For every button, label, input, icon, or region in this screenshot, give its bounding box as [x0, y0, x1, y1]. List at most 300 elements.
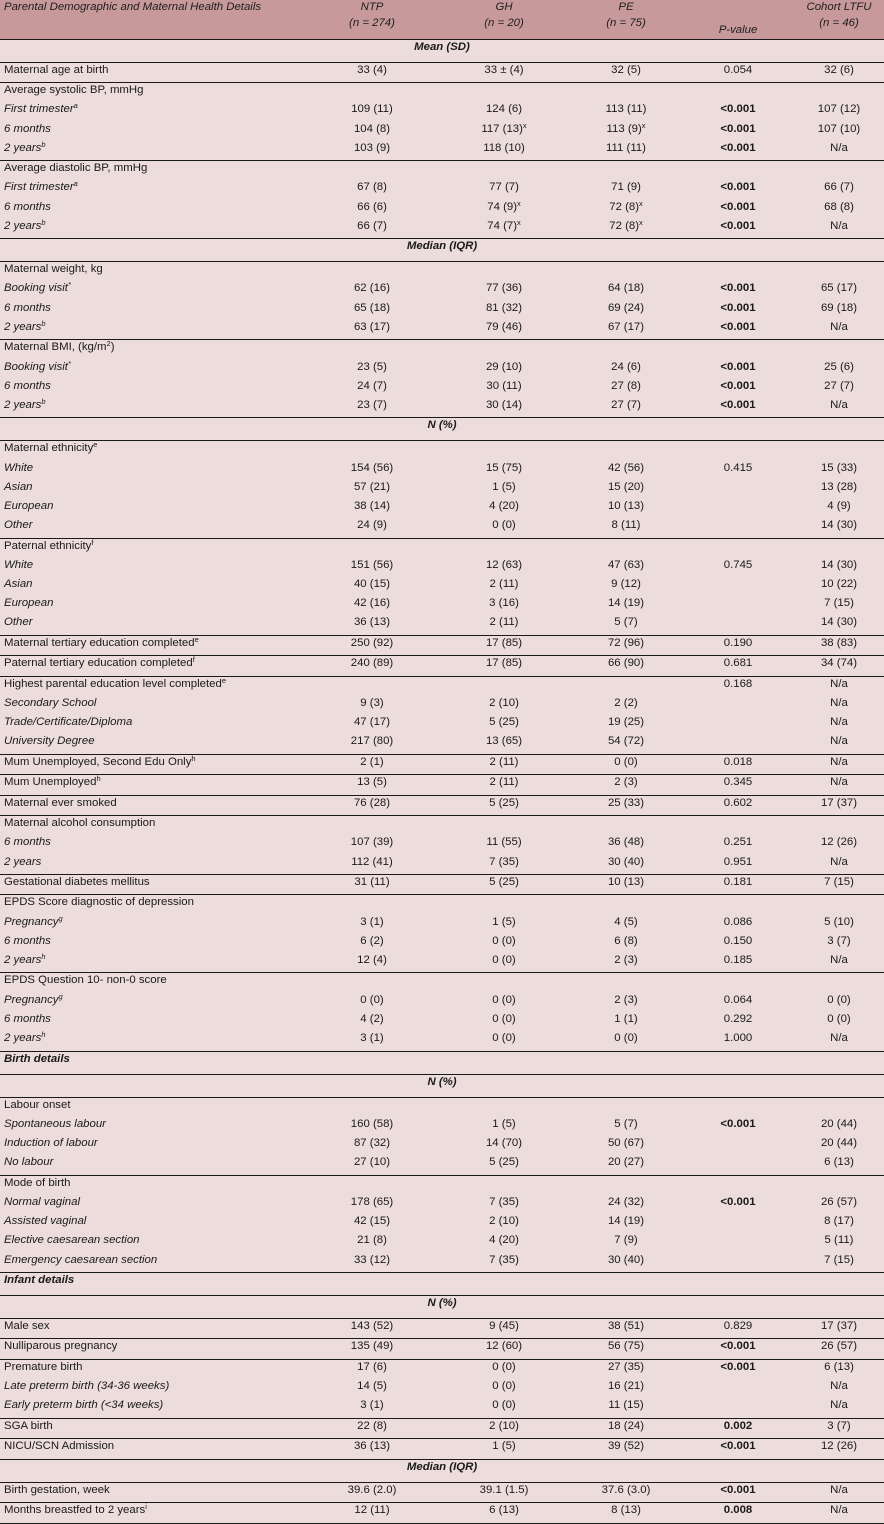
sub-row-label: [0, 518, 306, 538]
value-ntp: [306, 855, 438, 875]
value-pe-text: 24 (32): [607, 1195, 645, 1208]
value-ltfu-text: N/a: [830, 755, 848, 768]
stat-band-row: [0, 1074, 884, 1097]
value-pvalue: [682, 281, 794, 300]
row-label: [0, 635, 306, 655]
value-gh-text: 0 (0): [492, 954, 516, 967]
empty-cell: [570, 1097, 682, 1117]
value-ntp: [306, 934, 438, 953]
value-ntp-text: 4 (2): [360, 1013, 384, 1026]
value-gh: [438, 102, 570, 121]
table-row: [0, 180, 884, 199]
value-pe-text: 2 (3): [614, 993, 638, 1006]
value-ntp: [306, 1136, 438, 1155]
value-pe: [570, 1439, 682, 1459]
sub-row-label-text: First trimester: [4, 103, 74, 116]
table-row: [0, 1482, 884, 1502]
value-pvalue-text: 0.292: [723, 1013, 753, 1026]
value-pe-text: 2 (3): [614, 776, 638, 789]
group-label-text: EPDS Score diagnostic of depression: [4, 896, 194, 909]
value-pvalue-text: 0.002: [723, 1419, 753, 1432]
value-ntp-text: 31 (11): [354, 875, 390, 888]
value-pvalue-text: 0.086: [723, 915, 753, 928]
value-pvalue: [682, 480, 794, 499]
table-row: [0, 461, 884, 480]
value-ltfu-text: 6 (13): [824, 1156, 854, 1169]
sub-row-label-text: Normal vaginal: [4, 1195, 80, 1208]
value-ntp: [306, 320, 438, 340]
sub-row-label: [0, 141, 306, 161]
group-label-text: EPDS Question 10- non-0 score: [4, 974, 167, 987]
value-ltfu-text: 38 (83): [820, 636, 858, 649]
value-pvalue-text: 0.185: [723, 954, 753, 967]
row-label: [0, 1482, 306, 1502]
value-ntp-text: 67 (8): [357, 181, 387, 194]
row-label-text: Mum Unemployed: [4, 776, 97, 789]
value-gh-text: 12 (63): [485, 558, 523, 571]
sub-row-label: [0, 1195, 306, 1214]
value-pvalue: [682, 1482, 794, 1502]
value-pe: [570, 775, 682, 795]
group-label-text: Average systolic BP, mmHg: [4, 84, 144, 96]
value-pvalue: [682, 835, 794, 854]
footnote-marker: e: [221, 675, 226, 685]
value-pe: [570, 499, 682, 518]
value-pe: [570, 676, 682, 696]
value-pe: [570, 635, 682, 655]
group-label: [0, 538, 306, 558]
value-gh-text: 81 (32): [485, 301, 523, 314]
sub-row-label: [0, 615, 306, 635]
value-pe-text: 72 (96): [607, 636, 645, 649]
value-gh: [438, 696, 570, 715]
value-pe-text: 16 (21): [607, 1380, 645, 1393]
value-gh: [438, 518, 570, 538]
footnote-marker: x: [639, 217, 643, 227]
value-pe-text: 9 (12): [611, 578, 641, 591]
row-label-text: Nulliparous pregnancy: [4, 1340, 118, 1353]
value-ntp-text: 42 (15): [353, 1215, 391, 1228]
header-col-pe: PE (n = 75): [570, 0, 682, 39]
group-label: [0, 161, 306, 181]
value-gh-text: 2 (11): [489, 755, 519, 768]
sub-row-label: [0, 219, 306, 239]
value-ltfu-text: 27 (7): [824, 379, 854, 392]
sub-row-label-text: Induction of labour: [4, 1137, 98, 1150]
value-gh: [438, 855, 570, 875]
value-gh-text: 2 (11): [489, 616, 519, 629]
sub-row-label-text: 2 years: [4, 954, 42, 967]
value-gh: [438, 1012, 570, 1031]
footnote-marker: b: [41, 217, 46, 227]
value-ntp-text: 66 (6): [357, 200, 387, 213]
value-pvalue: [682, 102, 794, 121]
value-pe-text: 27 (8): [611, 379, 641, 392]
value-ltfu-text: 66 (7): [824, 181, 854, 194]
value-gh-text: 3 (16): [489, 597, 519, 610]
value-pvalue: [682, 1503, 794, 1524]
empty-cell: [682, 816, 794, 836]
value-ltfu: [794, 635, 884, 655]
value-gh-text: 4 (20): [489, 1234, 519, 1247]
footnote-marker: a: [73, 179, 78, 189]
value-gh: [438, 1339, 570, 1359]
value-pvalue-text: 0.951: [723, 855, 753, 868]
value-pe: [570, 1136, 682, 1155]
value-pe-text: 69 (24): [607, 301, 645, 314]
value-pe: [570, 180, 682, 199]
sub-row-label: [0, 915, 306, 934]
value-pe-text: 30 (40): [607, 855, 645, 868]
value-ntp-text: 112 (41): [351, 855, 393, 868]
value-ltfu-text: 12 (26): [820, 836, 858, 849]
empty-cell: [306, 83, 438, 103]
value-ntp: [306, 656, 438, 676]
empty-cell: [438, 1175, 570, 1195]
value-gh: [438, 200, 570, 219]
value-ltfu: [794, 1503, 884, 1524]
table-row: [0, 1117, 884, 1136]
value-pe: [570, 1418, 682, 1438]
value-pe: [570, 102, 682, 121]
stat-band-label: Mean (SD): [0, 39, 884, 62]
stat-band-row: [0, 1295, 884, 1318]
sub-row-label: [0, 558, 306, 577]
value-ntp-text: 17 (6): [357, 1360, 387, 1373]
value-ntp-text: 24 (7): [357, 379, 387, 392]
value-pvalue: [682, 855, 794, 875]
value-ntp-text: 62 (16): [353, 282, 391, 295]
value-pe: [570, 320, 682, 340]
value-ltfu: [794, 1117, 884, 1136]
table-row: [0, 360, 884, 379]
sub-row-label-text: Late preterm birth (34-36 weeks): [4, 1380, 170, 1393]
value-pvalue-text: 0.681: [723, 657, 753, 670]
value-gh: [438, 1253, 570, 1273]
value-pvalue: [682, 518, 794, 538]
value-ntp: [306, 676, 438, 696]
value-ltfu: [794, 993, 884, 1012]
value-pvalue: [682, 1253, 794, 1273]
group-header-row: [0, 895, 884, 915]
value-ntp: [306, 915, 438, 934]
empty-cell: [570, 441, 682, 461]
value-ltfu-text: N/a: [830, 716, 848, 729]
value-ltfu: [794, 62, 884, 82]
value-gh-text: 12 (60): [485, 1340, 523, 1353]
group-label-text: Maternal BMI, (kg/m: [4, 341, 107, 354]
sub-row-label: [0, 180, 306, 199]
table-row: [0, 518, 884, 538]
value-pvalue-text: 0.018: [723, 755, 753, 768]
value-ltfu: [794, 320, 884, 340]
value-gh: [438, 1398, 570, 1418]
value-pvalue-text: 0.829: [723, 1319, 753, 1332]
value-pvalue: [682, 1418, 794, 1438]
value-pe-text: 5 (7): [614, 616, 638, 629]
value-gh-text: 7 (35): [489, 1195, 519, 1208]
value-pe: [570, 1012, 682, 1031]
value-ltfu: [794, 1339, 884, 1359]
value-pvalue: [682, 1117, 794, 1136]
table-row: [0, 696, 884, 715]
value-gh-text: 74 (9): [487, 200, 517, 213]
value-pvalue-text: 0.008: [723, 1504, 753, 1516]
value-ntp: [306, 461, 438, 480]
value-ltfu-text: N/a: [830, 677, 848, 690]
value-pvalue-text: <0.001: [720, 301, 756, 314]
sub-row-label: [0, 734, 306, 754]
table-row: [0, 379, 884, 398]
value-ntp: [306, 301, 438, 320]
value-ntp-text: 12 (4): [357, 954, 387, 967]
value-gh: [438, 934, 570, 953]
value-gh: [438, 1136, 570, 1155]
value-pe-text: 18 (24): [607, 1419, 645, 1432]
value-gh-text: 17 (85): [485, 657, 523, 670]
value-pe: [570, 62, 682, 82]
empty-cell: [438, 1097, 570, 1117]
value-ntp: [306, 1195, 438, 1214]
table-row: [0, 1155, 884, 1175]
value-ltfu: [794, 1253, 884, 1273]
value-pe: [570, 874, 682, 894]
value-pvalue: [682, 696, 794, 715]
empty-cell: [794, 973, 884, 993]
table-row: [0, 301, 884, 320]
value-pe: [570, 518, 682, 538]
sub-row-label: [0, 102, 306, 121]
value-pe-text: 113 (9): [606, 122, 642, 135]
value-gh: [438, 775, 570, 795]
value-pvalue: [682, 656, 794, 676]
value-pvalue-text: <0.001: [720, 1483, 756, 1496]
value-pvalue: [682, 320, 794, 340]
value-pvalue: [682, 122, 794, 141]
table-row: [0, 615, 884, 635]
value-gh-text: 0 (0): [492, 1380, 516, 1393]
footnote-marker: a: [73, 101, 78, 111]
empty-cell: [438, 83, 570, 103]
value-pvalue: [682, 715, 794, 734]
value-ntp: [306, 480, 438, 499]
empty-cell: [794, 262, 884, 282]
empty-cell: [682, 340, 794, 360]
sub-row-label: [0, 1214, 306, 1233]
value-pe-text: 50 (67): [607, 1137, 645, 1150]
value-ntp: [306, 398, 438, 418]
value-ntp: [306, 1398, 438, 1418]
sub-row-label: [0, 577, 306, 596]
value-ltfu-text: 13 (28): [820, 480, 858, 493]
value-ltfu: [794, 398, 884, 418]
footnote-marker: h: [41, 952, 46, 962]
sub-row-label-text: 2 years: [4, 219, 42, 232]
value-gh: [438, 993, 570, 1012]
group-label-text: Mode of birth: [4, 1176, 71, 1189]
value-ntp: [306, 200, 438, 219]
value-ltfu-text: 14 (30): [820, 558, 858, 571]
value-gh: [438, 141, 570, 161]
sub-row-label-text: 6 months: [4, 301, 51, 314]
value-ltfu-text: 4 (9): [827, 499, 851, 512]
value-ntp: [306, 874, 438, 894]
value-pvalue-text: <0.001: [720, 379, 756, 392]
group-header-row: [0, 973, 884, 993]
value-pvalue: [682, 1339, 794, 1359]
value-ntp: [306, 1031, 438, 1051]
group-label-text: Paternal ethnicity: [4, 539, 92, 552]
value-ltfu-text: 8 (17): [824, 1215, 854, 1228]
stat-band-label: Median (IQR): [0, 239, 884, 262]
empty-cell: [438, 340, 570, 360]
value-ntp-text: 240 (89): [350, 657, 394, 670]
value-pvalue: [682, 219, 794, 239]
value-ltfu: [794, 200, 884, 219]
value-ltfu: [794, 499, 884, 518]
value-pe-text: 20 (27): [607, 1156, 645, 1169]
group-header-row: [0, 676, 884, 696]
sub-row-label-text: 6 months: [4, 836, 51, 849]
value-ltfu-text: N/a: [830, 855, 848, 868]
value-gh-text: 5 (25): [489, 875, 519, 888]
value-ntp: [306, 360, 438, 379]
group-label-text: Maternal alcohol consumption: [4, 817, 156, 830]
value-gh-text: 30 (14): [485, 398, 523, 411]
sub-row-label: [0, 360, 306, 379]
value-ntp-text: 3 (1): [360, 1399, 384, 1412]
value-pe: [570, 1253, 682, 1273]
value-ltfu: [794, 615, 884, 635]
value-ntp: [306, 499, 438, 518]
value-gh-text: 33 ± (4): [484, 63, 524, 76]
value-ltfu: [794, 1195, 884, 1214]
value-pvalue: [682, 795, 794, 815]
value-ltfu-text: 5 (11): [824, 1234, 854, 1247]
sub-row-label-text: No labour: [4, 1156, 54, 1169]
value-gh: [438, 320, 570, 340]
value-pvalue: [682, 180, 794, 199]
value-pvalue: [682, 62, 794, 82]
value-gh: [438, 1214, 570, 1233]
value-pe: [570, 461, 682, 480]
value-pvalue: [682, 635, 794, 655]
value-pvalue: [682, 1359, 794, 1379]
value-gh: [438, 1359, 570, 1379]
value-gh: [438, 1503, 570, 1524]
value-pe: [570, 1503, 682, 1524]
value-pvalue: [682, 615, 794, 635]
footnote-marker: 2: [106, 339, 111, 349]
group-label-text: Highest parental education level completed: [4, 677, 222, 690]
value-gh: [438, 398, 570, 418]
sub-row-label-text: 2 years: [4, 855, 42, 868]
value-gh-text: 2 (11): [489, 578, 519, 591]
group-label: [0, 1097, 306, 1117]
value-pe: [570, 656, 682, 676]
value-pe: [570, 596, 682, 615]
header-col-ntp: NTP (n = 274): [306, 0, 438, 39]
value-pe: [570, 1339, 682, 1359]
value-pvalue-text: <0.001: [720, 282, 756, 295]
value-ltfu: [794, 1379, 884, 1398]
value-gh: [438, 1418, 570, 1438]
table-row: [0, 1339, 884, 1359]
value-ntp-text: 178 (65): [350, 1195, 394, 1208]
value-ltfu-text: 25 (6): [824, 360, 854, 373]
footnote-marker: *: [67, 280, 71, 290]
table-row: [0, 795, 884, 815]
row-label-text: Maternal ever smoked: [4, 796, 117, 809]
value-ltfu: [794, 656, 884, 676]
value-ntp: [306, 795, 438, 815]
empty-cell: [570, 161, 682, 181]
value-pe-text: 71 (9): [611, 181, 641, 194]
sub-row-label-text: Pregnancy: [4, 993, 59, 1006]
value-ltfu-text: 69 (18): [820, 301, 858, 314]
row-label-text: Male sex: [4, 1319, 50, 1332]
value-pvalue: [682, 1136, 794, 1155]
value-ltfu-text: 26 (57): [820, 1195, 858, 1208]
value-pe: [570, 1379, 682, 1398]
sub-row-label: [0, 1012, 306, 1031]
value-pvalue-text: <0.001: [720, 398, 756, 411]
group-label: [0, 441, 306, 461]
value-ntp-text: 65 (18): [353, 301, 391, 314]
value-gh-text: 79 (46): [485, 320, 523, 333]
empty-cell: [570, 973, 682, 993]
table-row: [0, 62, 884, 82]
value-ltfu: [794, 1012, 884, 1031]
sub-row-label: [0, 1117, 306, 1136]
value-ltfu-text: 7 (15): [824, 875, 854, 888]
group-header-row: [0, 161, 884, 181]
value-ltfu: [794, 676, 884, 696]
value-ltfu-text: 10 (22): [820, 578, 858, 591]
table-row: [0, 993, 884, 1012]
value-pvalue-text: 0.345: [723, 776, 753, 789]
value-ltfu: [794, 1031, 884, 1051]
footnote-marker: i: [145, 1502, 147, 1511]
value-gh: [438, 1439, 570, 1459]
sub-row-label: [0, 855, 306, 875]
sub-row-label-text: Pregnancy: [4, 915, 59, 928]
value-pvalue: [682, 499, 794, 518]
value-pvalue-text: 0.054: [723, 63, 753, 76]
value-ltfu: [794, 934, 884, 953]
value-pvalue: [682, 1195, 794, 1214]
value-gh: [438, 734, 570, 754]
group-header-row: [0, 816, 884, 836]
footnote-marker: x: [641, 120, 646, 130]
sub-row-label-text: 2 years: [4, 398, 42, 411]
value-pe-text: 8 (13): [611, 1504, 641, 1516]
sub-row-label: [0, 499, 306, 518]
value-ntp: [306, 754, 438, 774]
sub-row-label: [0, 1398, 306, 1418]
value-pe: [570, 795, 682, 815]
value-ntp: [306, 1339, 438, 1359]
value-pvalue: [682, 596, 794, 615]
value-ntp-text: 33 (4): [357, 63, 387, 76]
empty-cell: [438, 895, 570, 915]
value-ltfu-text: 12 (26): [820, 1440, 858, 1453]
value-gh-text: 124 (6): [485, 103, 523, 116]
value-gh-text: 30 (11): [486, 379, 522, 392]
value-pe: [570, 1117, 682, 1136]
footnote-marker: f: [192, 655, 195, 665]
value-ntp-text: 22 (8): [357, 1419, 387, 1432]
